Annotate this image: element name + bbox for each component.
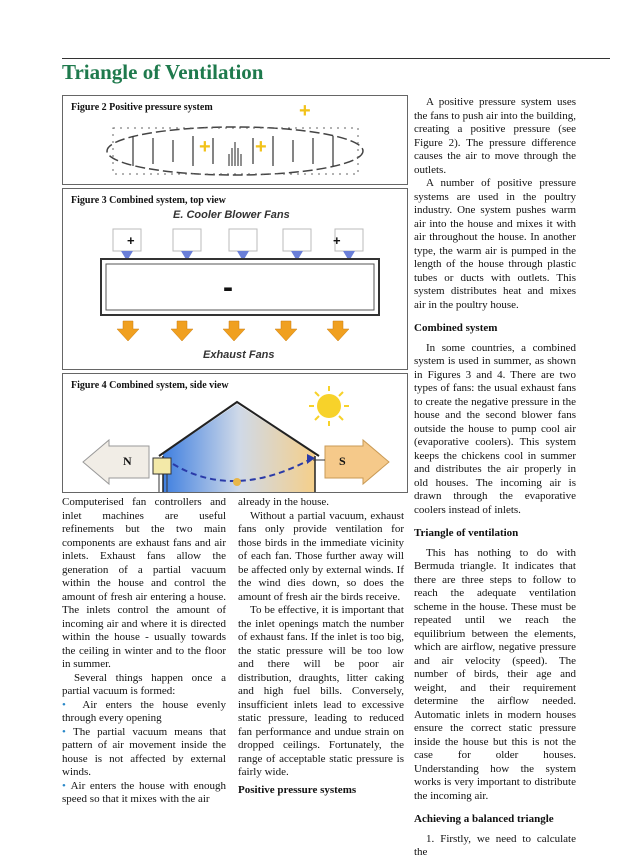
figure-2-diagram <box>63 96 407 184</box>
figure-4-diagram <box>63 374 407 492</box>
paragraph: 1. Firstly, we need to calculate the <box>414 832 576 858</box>
bullet-icon: • <box>62 698 66 711</box>
paragraph: A number of positive pressure systems are used in the poultry industry. One system pushes warm air into the house and mixes it with air throughout the house. In another type, the warm air is pumped in the length of the house through plastic tubes or ducts with outlets. This system distributes heat and mixes air in the poultry house. <box>414 177 576 311</box>
paragraph: already in the house. <box>238 496 330 508</box>
figure-3-diagram <box>63 189 407 369</box>
paragraph: Several things happen once a partial vacuum is formed: <box>62 671 226 697</box>
exhaust-fans-label: Exhaust Fans <box>203 349 275 361</box>
plus-sign: + <box>255 136 267 158</box>
paragraph: A positive pressure system uses the fans to push air into the building, creating a positive pressure (see Figure 2). The pressure difference causes the air to move through the outlets. <box>414 96 576 176</box>
figure-3 <box>62 188 408 370</box>
sun-icon <box>309 386 349 426</box>
paragraph: To be effective, it is important that the inlet openings match the number of exhaust fans. If the inlet is too big, the static pressure will be too low and there will be poor air distribution, draughts, litter caking and high fuel bills. Conversely, insufficient inlets lead to excessive static pressure, leading to reduced fan performance and undue strain on dropped ceilings. Fortunately, the range of acceptable static pressure is fairly wide. <box>238 604 404 778</box>
section-heading: Achieving a balanced triangle <box>414 813 554 825</box>
column-left <box>62 496 226 807</box>
blower-fans-label: E. Cooler Blower Fans <box>173 209 290 221</box>
list-item-text: Air enters the house with enough speed so that it mixes with the air <box>62 779 227 805</box>
plus-sign: + <box>299 100 311 122</box>
paragraph: In some countries, a combined system is used in summer, as shown in Figures 3 and 4. There are two types of fans: the usual exhaust fans to create the negative pressure in the house and the second blower fans outside the house to pump cool air (evaporative coolers). This system keeps the chickens cool in summer and distributes the air properly in old houses. The incoming air is drawn through the evaporative coolers instead of inlets. <box>414 341 576 516</box>
page-title: Triangle of Ventilation <box>62 60 264 84</box>
figure-2-caption: Figure 2 Positive pressure system <box>71 102 213 113</box>
south-label: S <box>339 454 346 468</box>
bullet-icon: • <box>62 725 66 738</box>
section-heading: Combined system <box>414 322 498 334</box>
north-label: N <box>123 454 132 468</box>
figure-3-caption: Figure 3 Combined system, top view <box>71 195 226 206</box>
figure-4 <box>62 373 408 493</box>
list-item-text: The partial vacuum means that pattern of air movement inside the house is not affected by external winds. <box>62 725 226 778</box>
plus-sign: + <box>127 233 135 248</box>
section-heading: Positive pressure systems <box>238 783 357 796</box>
list-item <box>62 780 226 807</box>
figure-2 <box>62 95 408 185</box>
top-rule <box>62 58 610 59</box>
plus-sign: + <box>199 136 211 158</box>
list-item <box>62 699 226 726</box>
column-middle <box>238 496 404 803</box>
paragraph: This has nothing to do with Bermuda triangle. It indicates that there are three steps to follow to reach the adequate ventilation scheme in the house. These must be repeated until we reach the equilibrium between the elements, which are airflow, negative pressure and air velocity (speed). The number of birds, their age and weight, and their requirement determine the airflow needed. Automatic inlets in modern houses ensure the correct static pressure inside the house but this is not the case for older houses. Understanding how the system works is very important to distribute the incoming air. <box>414 546 576 802</box>
section-heading: Triangle of ventilation <box>414 527 519 539</box>
figure-4-caption: Figure 4 Combined system, side view <box>71 380 229 391</box>
minus-sign: - <box>223 271 233 304</box>
column-right <box>414 96 576 860</box>
bullet-icon: • <box>62 779 66 792</box>
list-item <box>62 726 226 780</box>
plus-sign: + <box>333 233 341 248</box>
list-item-text: Air enters the house evenly through every opening <box>62 698 226 724</box>
paragraph: Computerised fan controllers and inlet machines are useful refinements but the two main components are exhaust fans and air inlets. Exhaust fans allow the generation of a partial vacuum within the house and control the amount of fresh air entering a house. The inlets control the amount of incoming air and where it is directed within the house - usually towards the ceiling in winter and to the floor in summer. <box>62 496 226 670</box>
paragraph: Without a partial vacuum, exhaust fans only provide ventilation for those birds in the immediate vicinity of each fan. Those further away will be affected only by external winds. If the wind dies down, so does the amount of fresh air the birds receive. <box>238 509 404 603</box>
